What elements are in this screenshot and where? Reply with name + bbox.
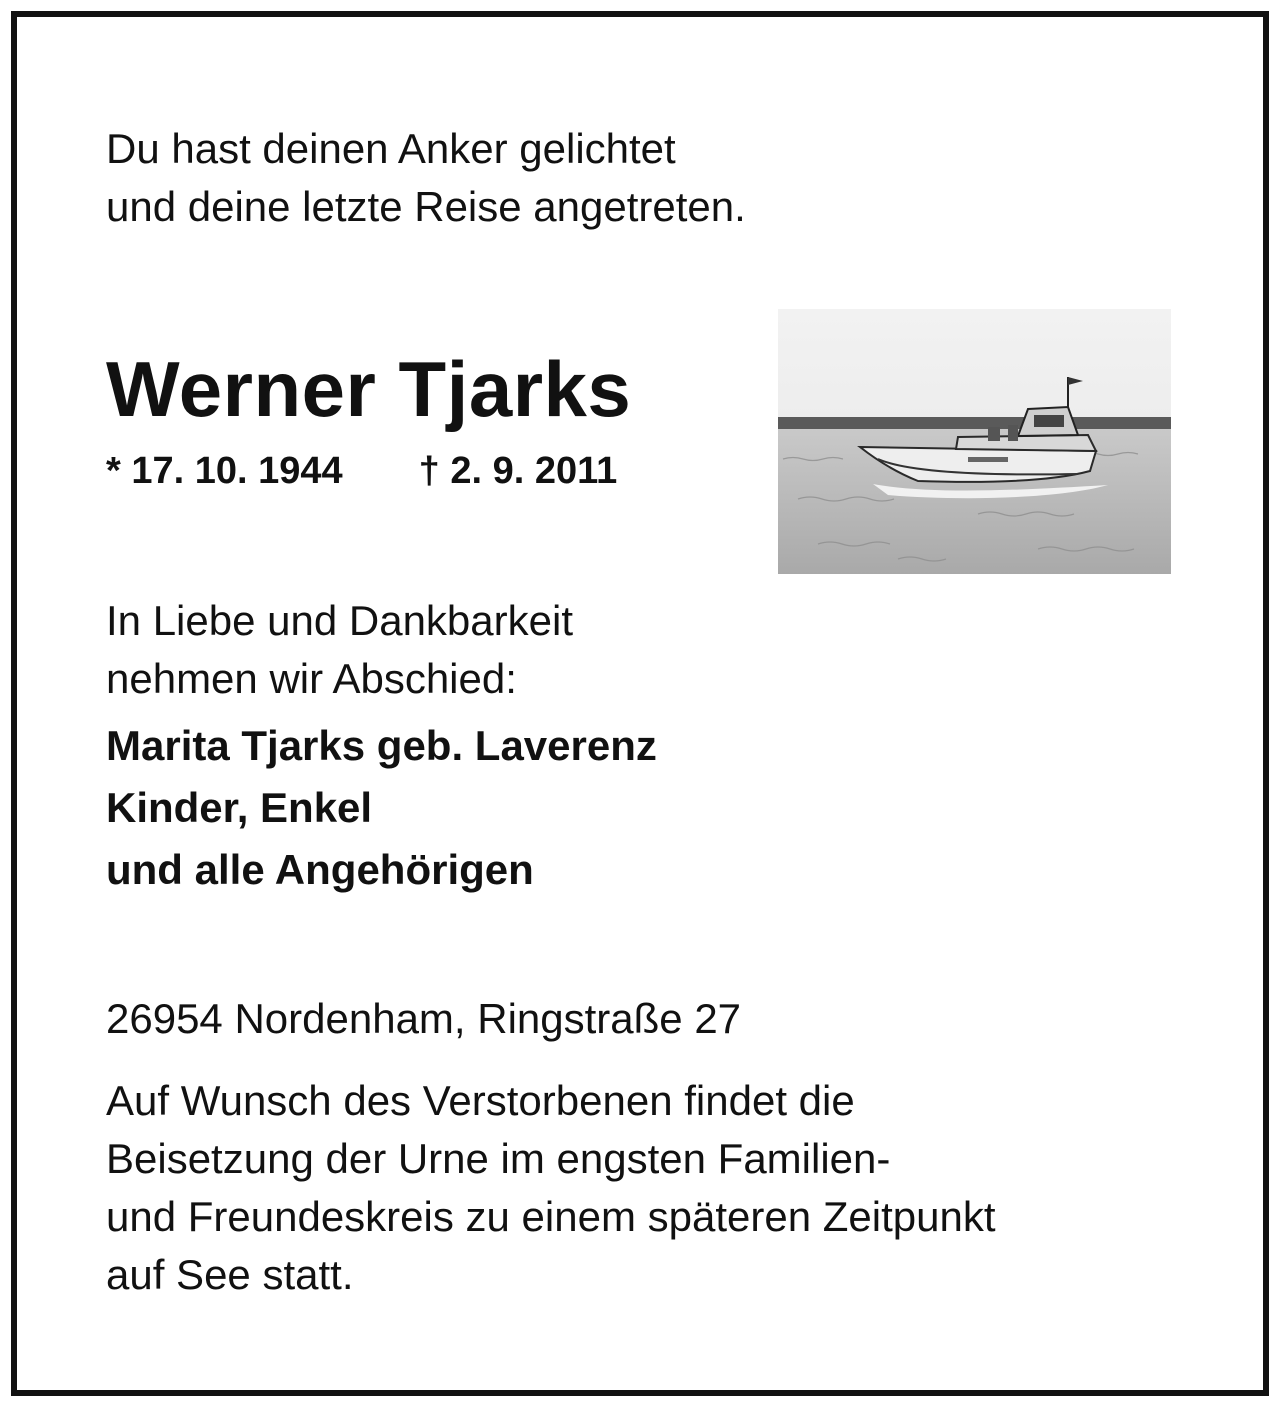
mourners-list bbox=[106, 715, 657, 901]
notice-line-4: auf See statt. bbox=[106, 1251, 354, 1298]
life-dates bbox=[106, 446, 617, 496]
motto-line-1: Du hast deinen Anker gelichtet bbox=[106, 125, 676, 172]
mourners-intro bbox=[106, 592, 573, 708]
notice-line-3: und Freundeskreis zu einem späteren Zeitpunkt bbox=[106, 1193, 996, 1240]
mourners-intro-line-1: In Liebe und Dankbarkeit bbox=[106, 597, 573, 644]
motto-line-2: und deine letzte Reise angetreten. bbox=[106, 183, 746, 230]
shoreline bbox=[778, 417, 1171, 431]
mourner-children: Kinder, Enkel bbox=[106, 784, 373, 831]
mourners-intro-line-2: nehmen wir Abschied: bbox=[106, 655, 517, 702]
boat-photo bbox=[778, 309, 1171, 574]
notice-line-2: Beisetzung der Urne im engsten Familien- bbox=[106, 1135, 891, 1182]
mourner-spouse: Marita Tjarks geb. Laverenz bbox=[106, 722, 657, 769]
funeral-notice bbox=[106, 1072, 996, 1304]
address: 26954 Nordenham, Ringstraße 27 bbox=[106, 995, 742, 1042]
deceased-name: Werner Tjarks bbox=[106, 345, 632, 433]
birth-date: * 17. 10. 1944 bbox=[106, 450, 343, 492]
motto bbox=[106, 120, 746, 236]
notice-line-1: Auf Wunsch des Verstorbenen findet die bbox=[106, 1077, 855, 1124]
mourner-relatives: und alle Angehörigen bbox=[106, 846, 534, 893]
death-date: † 2. 9. 2011 bbox=[418, 450, 618, 492]
